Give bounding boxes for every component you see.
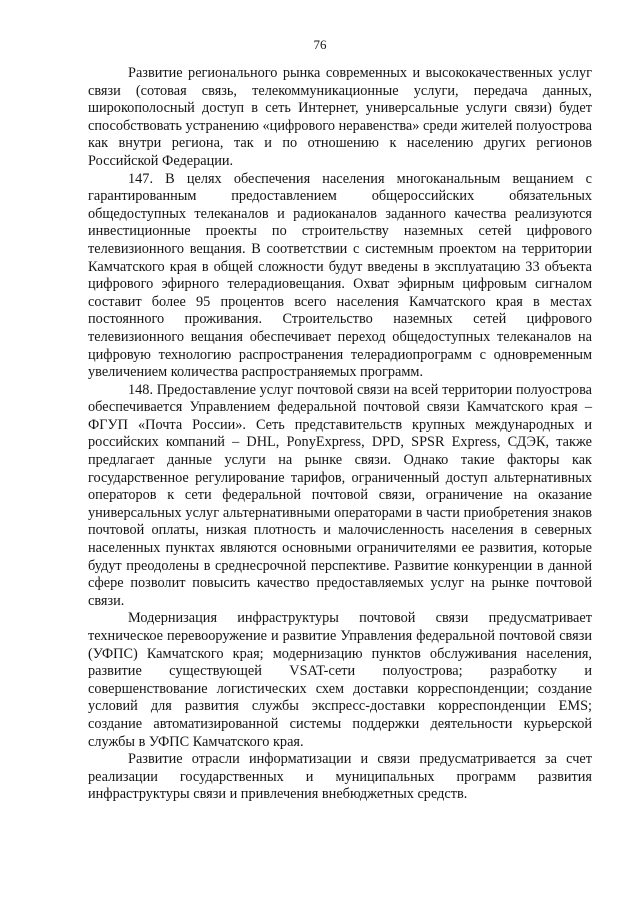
page-number: 76 bbox=[313, 37, 327, 52]
paragraph-postal-modernization: Модернизация инфраструктуры почтовой связи предусматривает техническое перевооружение и развитие Управления федеральной почтовой связи (УФПС) Камчатского края; модернизацию пунктов обслуживания населения, развитие существующей VSAT-сети полуострова; разработку и совершенствование логистических схем доставки корреспонденции; создание условий для развития службы экспресс-доставки корреспонденции EMS; создание автоматизированной системы поддержки деятельности курьерской службы в УФПС Камчатского края. bbox=[88, 610, 592, 750]
paragraph-regional-market: Развитие регионального рынка современных и высококачественных услуг связи (сотовая связь, телекоммуникационные услуги, передача данных, широкополосный доступ в сеть Интернет, универсальные услуги связи) будет способствовать устранению «цифрового неравенства» среди жителей полуострова как внутри региона, так и по отношению к населению других регионов Российской Федерации. bbox=[88, 65, 592, 169]
document-body bbox=[88, 65, 592, 804]
paragraph-it-development: Развитие отрасли информатизации и связи предусматривается за счет реализации государственных и муниципальных программ развития инфраструктуры связи и привлечения внебюджетных средств. bbox=[88, 751, 592, 803]
paragraph-148-postal-services: 148. Предоставление услуг почтовой связи на всей территории полуострова обеспечивается Управлением федеральной почтовой связи Камчатского края – ФГУП «Почта России». Сеть представительств крупных международных и российских компаний – DHL, PonyExpress, DPD, SPSR Express, СДЭК, также предлагает данные услуги на рынке связи. Однако такие факторы как государственное регулирование тарифов, ограниченный доступ альтернативных операторов к сети федеральной почтовой связи, ограничение на оказание универсальных услуг альтернативными операторами в части приобретения знаков почтовой оплаты, низкая плотность и малочисленность населения в северных населенных пунктах являются основными ограничителями ее развития, которые будут преодолены в среднесрочной перспективе. Развитие конкуренции в данной сфере позволит повысить качество предоставляемых услуг на рынке почтовой связи. bbox=[88, 381, 592, 609]
paragraph-147-digital-broadcasting: 147. В целях обеспечения населения многоканальным вещанием с гарантированным предоставлением общероссийских обязательных общедоступных телеканалов и радиоканалов заданного качества реализуются инвестиционные проекты по строительству наземных сетей цифрового телевизионного вещания. В соответствии с системным проектом на территории Камчатского края в общей сложности будут введены в эксплуатацию 33 объекта цифрового эфирного телерадиовещания. Охват эфирным цифровым сигналом составит более 95 процентов всего населения Камчатского края в местах постоянного проживания. Строительство наземных сетей цифрового телевизионного вещания обеспечивает переход общедоступных телеканалов на цифровую технологию распространения телерадиопрограмм с одновременным увеличением количества распространяемых программ. bbox=[88, 170, 592, 381]
